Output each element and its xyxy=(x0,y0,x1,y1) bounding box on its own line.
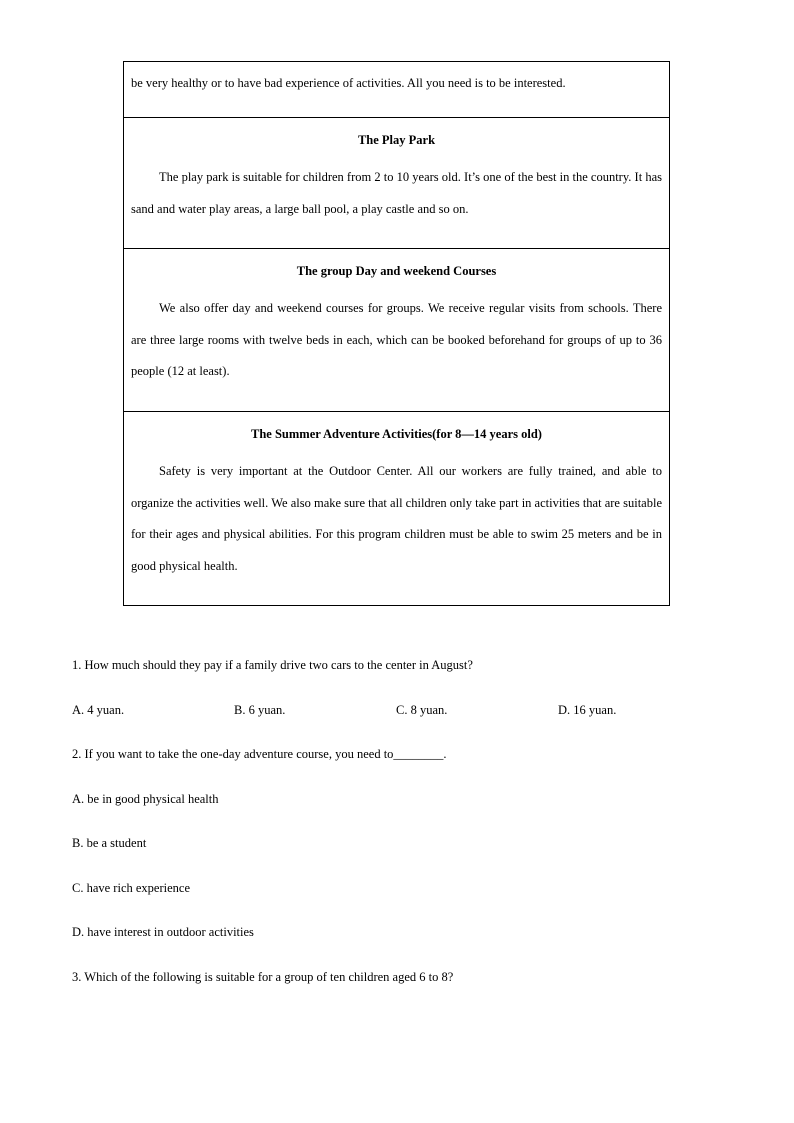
question-1-stem: 1. How much should they pay if a family drive two cars to the center in August? xyxy=(72,658,473,672)
question-3-stem: 3. Which of the following is suitable for a group of ten children aged 6 to 8? xyxy=(72,969,454,984)
question-1-option-b[interactable]: B. 6 yuan. xyxy=(234,702,286,717)
question-2-option-c[interactable]: C. have rich experience xyxy=(72,880,190,895)
question-2-option-d[interactable]: D. have interest in outdoor activities xyxy=(72,925,254,939)
table-cell-play-park xyxy=(124,118,669,249)
play-park-text: The play park is suitable for children from 2 to 10 years old. It’s one of the best in the country. It has sand and water play areas, a large ball pool, a play castle and so on. xyxy=(131,170,662,216)
question-1-option-c[interactable]: C. 8 yuan. xyxy=(396,702,448,717)
table-cell-group-courses xyxy=(124,249,669,412)
play-park-heading: The Play Park xyxy=(357,133,436,147)
question-1-option-d[interactable]: D. 16 yuan. xyxy=(558,702,617,717)
intro-fragment-text: be very healthy or to have bad experience of activities. All you need is to be interested. xyxy=(131,76,566,90)
table-cell-summer-adventure xyxy=(124,412,669,605)
question-2-option-b[interactable]: B. be a student xyxy=(72,836,147,850)
question-2-option-a[interactable]: A. be in good physical health xyxy=(72,791,219,806)
question-1-option-a[interactable]: A. 4 yuan. xyxy=(72,702,125,717)
info-table xyxy=(123,61,670,606)
group-courses-heading: The group Day and weekend Courses xyxy=(296,264,497,278)
group-courses-text: We also offer day and weekend courses for groups. We receive regular visits from schools. There are three large rooms with twelve beds in each, which can be booked beforehand for groups of up to 36 people (12 at least). xyxy=(131,301,662,378)
summer-adventure-text: Safety is very important at the Outdoor Center. All our workers are fully trained, and able to organize the activities well. We also make sure that all children only take part in activities that are suitable for their ages and physical abilities. For this program children must be able to swim 25 meters and be in good physical health. xyxy=(131,464,662,573)
question-1-options xyxy=(72,700,732,745)
question-2-stem: 2. If you want to take the one-day adventure course, you need to________. xyxy=(72,747,447,761)
summer-adventure-heading: The Summer Adventure Activities(for 8—14 years old) xyxy=(251,427,542,441)
table-cell-intro-continued xyxy=(124,62,669,118)
questions-section xyxy=(72,655,732,1011)
